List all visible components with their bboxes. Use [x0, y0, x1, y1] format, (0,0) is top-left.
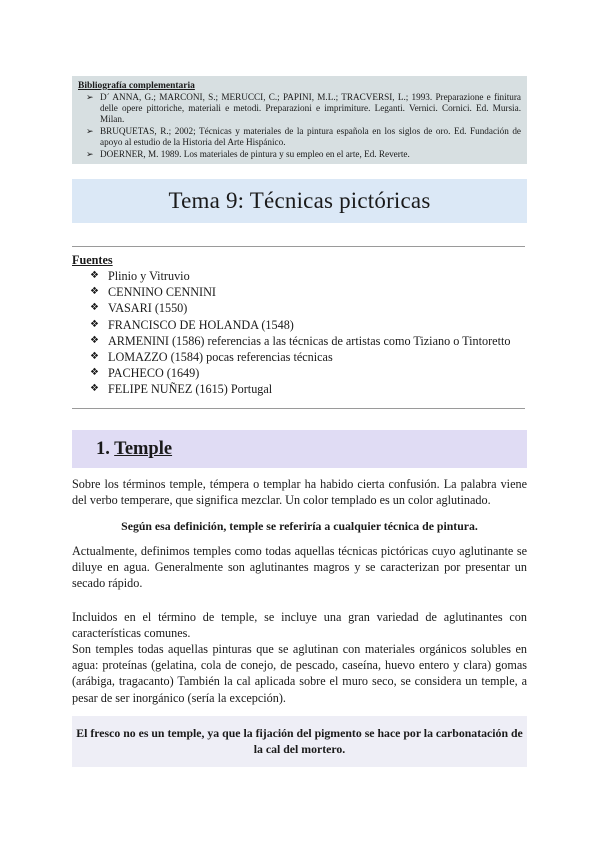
section-heading: [72, 430, 527, 468]
paragraph: Sobre los términos temple, témpera o templar ha habido cierta confusión. La palabra viene del verbo temperare, que significa mezclar. Un color templado es un color aglutinado.: [72, 477, 527, 508]
diamond-bullet-icon: ❖: [90, 270, 99, 281]
paragraph: Actualmente, definimos temples como todas aquellas técnicas pictóricas cuyo aglutinante se diluye en agua. Generalmente son aglutinantes magros y se caracterizan por presentar un secado rápido.: [72, 544, 527, 591]
diamond-bullet-icon: ❖: [90, 334, 99, 346]
bibliography-entry: BRUQUETAS, R.; 2002; Técnicas y materiales de la pintura española en los siglos de oro. Ed. Fundación de apoyo al estudio de la Historia del Arte Hispánico.: [100, 126, 521, 147]
arrow-bullet-icon: ➢: [86, 92, 94, 102]
bibliography-list: [78, 92, 521, 160]
diamond-bullet-icon: ❖: [90, 302, 99, 314]
source-item: [72, 333, 527, 349]
diamond-bullet-icon: ❖: [90, 367, 99, 379]
diamond-bullet-icon: ❖: [90, 318, 99, 330]
source-item: [72, 349, 527, 365]
bibliography-item: [78, 149, 521, 160]
sources-title: Fuentes: [72, 253, 113, 267]
sources-section: [72, 252, 527, 398]
bibliography-item: [78, 126, 521, 148]
section-number: 1.: [96, 439, 110, 459]
diamond-bullet-icon: ❖: [90, 286, 99, 298]
bibliography-box: [72, 76, 527, 164]
paragraph: Son temples todas aquellas pinturas que se aglutinan con materiales orgánicos solubles en agua: proteínas (gelatina, cola de conejo, de pescado, caseína, huevo entero y clara) gomas (arábiga, tragacanto) También la cal aplicada sobre el muro seco, se considera un temple, a pesar de ser inorgánico (sería la excepción).: [72, 642, 527, 705]
bibliography-title: Bibliografía complementaria: [78, 81, 195, 91]
arrow-bullet-icon: ➢: [86, 126, 94, 136]
source-item: [72, 300, 527, 316]
source-item: [72, 317, 527, 333]
divider: [72, 246, 525, 247]
chapter-title: Tema 9: Técnicas pictóricas: [72, 179, 527, 223]
source-item: [72, 365, 527, 381]
fresco-note: El fresco no es un temple, ya que la fijación del pigmento se hace por la carbonatación de la cal del mortero.: [76, 726, 523, 756]
arrow-bullet-icon: ➢: [86, 149, 94, 159]
diamond-bullet-icon: ❖: [90, 383, 99, 395]
sources-list: [72, 268, 527, 398]
divider: [72, 408, 525, 409]
source-label: ARMENINI (1586) referencias a las técnicas de artistas como Tiziano o Tintoretto: [108, 333, 511, 348]
source-item: [72, 284, 527, 300]
source-label: FRANCISCO DE HOLANDA (1548): [108, 317, 294, 332]
fresco-note-box: [72, 716, 527, 767]
source-label: LOMAZZO (1584) pocas referencias técnicas: [108, 350, 333, 365]
source-label: FELIPE NUÑEZ (1615) Portugal: [108, 382, 273, 397]
source-label: Plinio y Vitruvio: [108, 269, 190, 283]
source-label: CENNINO CENNINI: [108, 285, 216, 300]
bibliography-entry: D´ ANNA, G.; MARCONI, S.; MERUCCI, C.; PAPINI, M.L.; TRACVERSI, L.; 1993. Preparazione e finitura delle opere pittoriche, materiali e metodi. Preparazioni e imprimiture. Leganti. Vernici. Cornici. Ed. Mursia. Milan.: [100, 92, 521, 124]
source-label: VASARI (1550): [108, 301, 188, 316]
source-item: [72, 268, 527, 284]
bibliography-item: [78, 92, 521, 125]
diamond-bullet-icon: ❖: [90, 351, 99, 363]
section-title: Temple: [114, 439, 173, 459]
bibliography-entry: DOERNER, M. 1989. Los materiales de pintura y su empleo en el arte, Ed. Reverte.: [100, 149, 410, 159]
emphasis-statement: Según esa definición, temple se referiría a cualquier técnica de pintura.: [121, 519, 478, 533]
paragraph: Incluidos en el término de temple, se incluye una gran variedad de aglutinantes con características comunes.: [72, 610, 527, 641]
source-label: PACHECO (1649): [108, 366, 200, 381]
source-item: [72, 381, 527, 397]
